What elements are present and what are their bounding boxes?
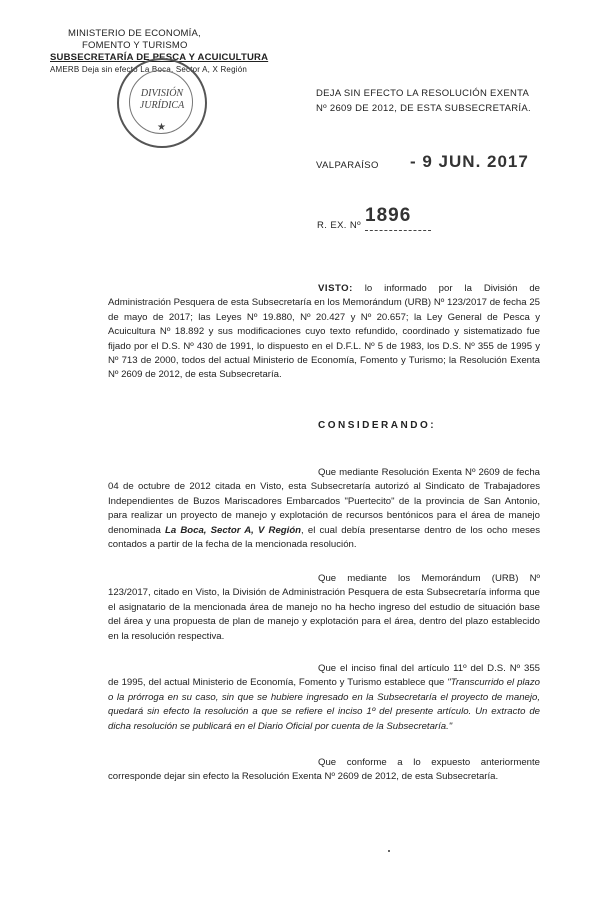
document-subject: DEJA SIN EFECTO LA RESOLUCIÓN EXENTA Nº 2609 DE 2012, DE ESTA SUBSECRETARÍA. [316, 88, 531, 114]
para3-text-a: Que el inciso final del artículo 11º del D.S. Nº 355 de 1995, del actual Ministerio de Economía, Fomento y Turismo establece que [108, 663, 540, 689]
considerando-heading: CONSIDERANDO: [318, 420, 437, 431]
para1-text-b: , el cual debía presentarse dentro de los ocho meses contados a partir de la fecha de la mencionada resolución. [108, 524, 540, 551]
page-mark [388, 850, 390, 852]
visto-text: lo informado por la División de Administración Pesquera de esta Subsecretaría en los Memorándum (URB) Nº 123/2017 de fecha 25 de mayo de 2017; las Leyes Nº 19.880, Nº 20.427 y Nº 20.657; la Ley General de Pesca y Acuicultura Nº 18.892 y sus modificaciones cuyo texto refundido, coordinado y sistematizado fue fijado por el D.S. Nº 430 de 1991, lo dispuesto en el D.F.L. Nº 5 de 1983, los D.S. Nº 355 de 1995 y Nº 713 de 2000, todos del actual Ministerio de Economía, Fomento y Turismo; la Resolución Exenta Nº 2609 de 2012, de esta Subsecretaría. [108, 283, 540, 381]
para3-quote: "Transcurrido el plazo o la prórroga en su caso, sin que se hubiere ingresado en la Subsecretaría el proyecto de manejo, quedará sin efecto la resolución a que se refiere el inciso 1º del presente artículo. Un extracto de dicha resolución se publicará en el Diario Oficial por cuenta de la Subsecretaría." [108, 677, 540, 732]
stamp-star-icon: ★ [157, 122, 166, 133]
resolution-number: 1896 [365, 205, 412, 226]
document-reference: AMERB Deja sin efecto La Boca, Sector A, X Región [50, 65, 248, 74]
stamp-line-2: JURÍDICA [139, 100, 185, 111]
considerando-paragraph-3 [108, 662, 540, 734]
para1-text-a: Que mediante Resolución Exenta Nº 2609 de fecha 04 de octubre de 2012 citada en Visto, esta Subsecretaría autorizó al Sindicato de Trabajadores Independientes de Buzos Mariscadores Embarcados "Puertecito" de la provincia de San Antonio, para realizar un proyecto de manejo y explotación de recursos bentónicos para el área de manejo denominada [108, 467, 540, 536]
visto-paragraph [108, 282, 540, 383]
resolution-label: R. EX. Nº [317, 220, 362, 231]
considerando-paragraph-2: Que mediante los Memorándum (URB) Nº 123/2017, citado en Visto, la División de Administración Pesquera de esta Subsecretaría informa que el asignatario de la mencionada área de manejo no ha hecho ingreso del estudio de situación base del área y una propuesta de plan de manejo y explotación para el área, dentro del plazo establecido en la resolución respectiva. [108, 573, 540, 642]
subsecretaria-name: SUBSECRETARÍA DE PESCA Y ACUICULTURA [50, 52, 269, 63]
place: VALPARAÍSO [316, 160, 379, 171]
ministry-name: MINISTERIO DE ECONOMÍA, [68, 28, 201, 39]
visto-label: VISTO: [318, 283, 353, 294]
date-stamp: - 9 JUN. 2017 [410, 152, 529, 171]
resolution-underline [365, 230, 431, 231]
ministry-subtitle: FOMENTO Y TURISMO [82, 40, 188, 51]
considerando-paragraph-1 [108, 466, 540, 552]
considerando-paragraph-4: Que conforme a lo expuesto anteriormente corresponde dejar sin efecto la Resolución Exenta Nº 2609 de 2012, de esta Subsecretaría. [108, 757, 540, 783]
para1-area-name: La Boca, Sector A, V Región [164, 524, 302, 536]
stamp-line-1: DIVISIÓN [140, 88, 184, 99]
division-stamp [117, 58, 207, 148]
